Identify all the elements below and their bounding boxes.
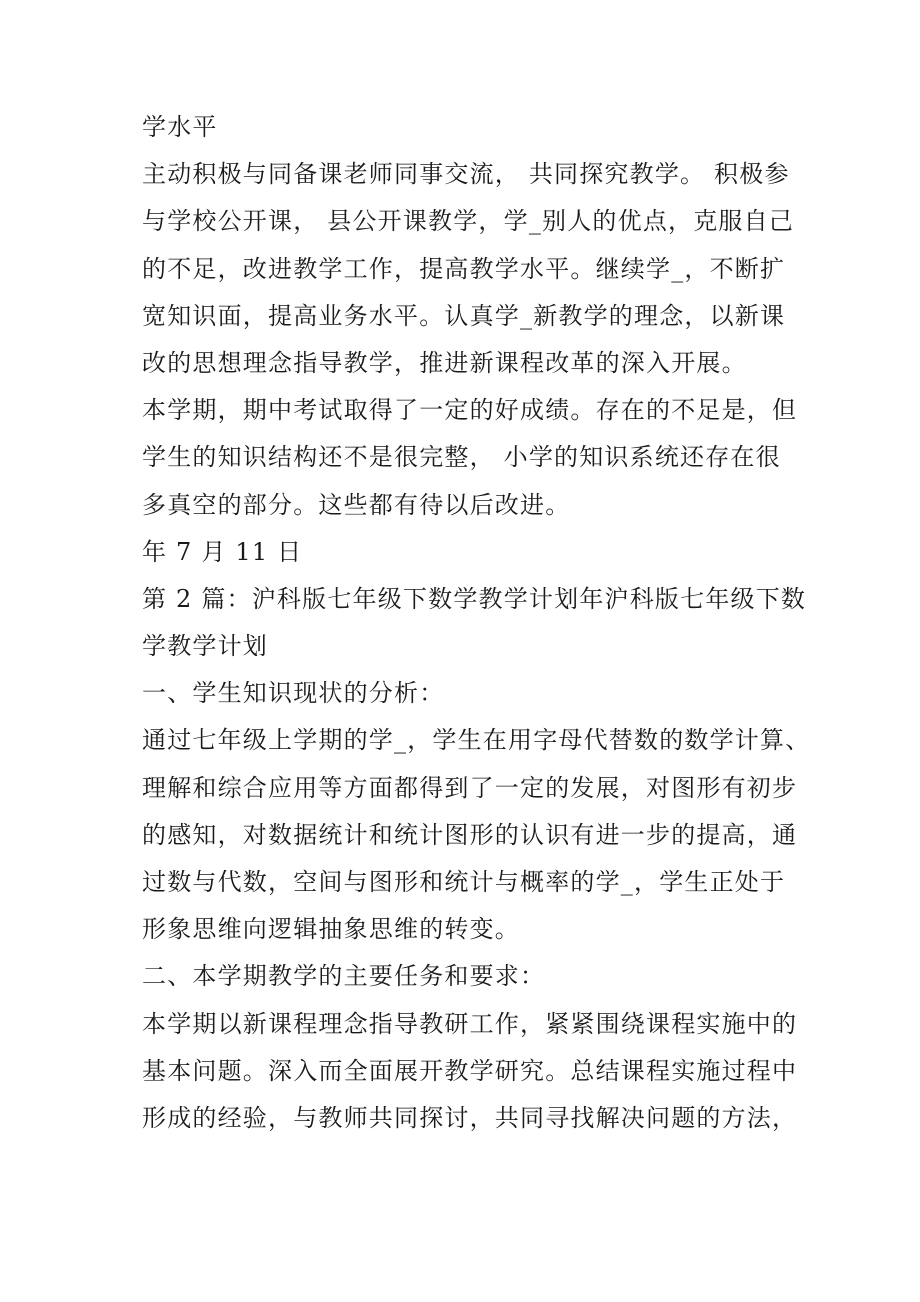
text-line: 多真空的部分。这些都有待以后改进。 xyxy=(142,490,571,519)
text-line: 与学校公开课， 县公开课教学，学_别人的优点，克服自己 xyxy=(142,207,795,236)
text-line: 的不足，改进教学工作，提高教学水平。继续学_，不断扩 xyxy=(142,254,786,283)
text-line: 学水平 xyxy=(142,113,218,141)
heading-2: 二、本学期教学的主要任务和要求： xyxy=(142,962,546,991)
text-line: 形成的经验，与教师共同探讨，共同寻找解决问题的方法， xyxy=(142,1103,798,1132)
text-line: 学生的知识结构还不是很完整， 小学的知识系统还存在很 xyxy=(142,443,781,472)
text-line: 过数与代数，空间与图形和统计与概率的学_，学生正处于 xyxy=(142,868,786,896)
text-line: 的感知，对数据统计和统计图形的认识有进一步的提高，通 xyxy=(142,820,798,849)
text-line: 本学期以新课程理念指导教研工作，紧紧围绕课程实施中的 xyxy=(142,1009,798,1038)
section-title-continued: 学教学计划 xyxy=(142,632,268,661)
date-line: 年 7 月 11 日 xyxy=(142,537,303,566)
document-body xyxy=(142,104,811,1142)
heading-1: 一、学生知识现状的分析： xyxy=(142,679,445,708)
text-line: 基本问题。深入而全面展开教学研究。总结课程实施过程中 xyxy=(142,1056,798,1085)
text-line: 形象思维向逻辑抽象思维的转变。 xyxy=(142,915,520,944)
section-title: 第 2 篇：沪科版七年级下数学教学计划年沪科版七年级下数 xyxy=(142,584,807,613)
text-line: 宽知识面，提高业务水平。认真学_新教学的理念，以新课 xyxy=(142,301,786,330)
text-line: 通过七年级上学期的学_，学生在用字母代替数的数学计算、 xyxy=(142,726,811,755)
text-line: 改的思想理念指导教学，推进新课程改革的深入开展。 xyxy=(142,348,747,377)
text-line: 理解和综合应用等方面都得到了一定的发展，对图形有初步 xyxy=(142,773,798,802)
text-line: 本学期，期中考试取得了一定的好成绩。存在的不足是，但 xyxy=(142,396,798,425)
text-line: 主动积极与同备课老师同事交流， 共同探究教学。 积极参 xyxy=(142,160,790,189)
